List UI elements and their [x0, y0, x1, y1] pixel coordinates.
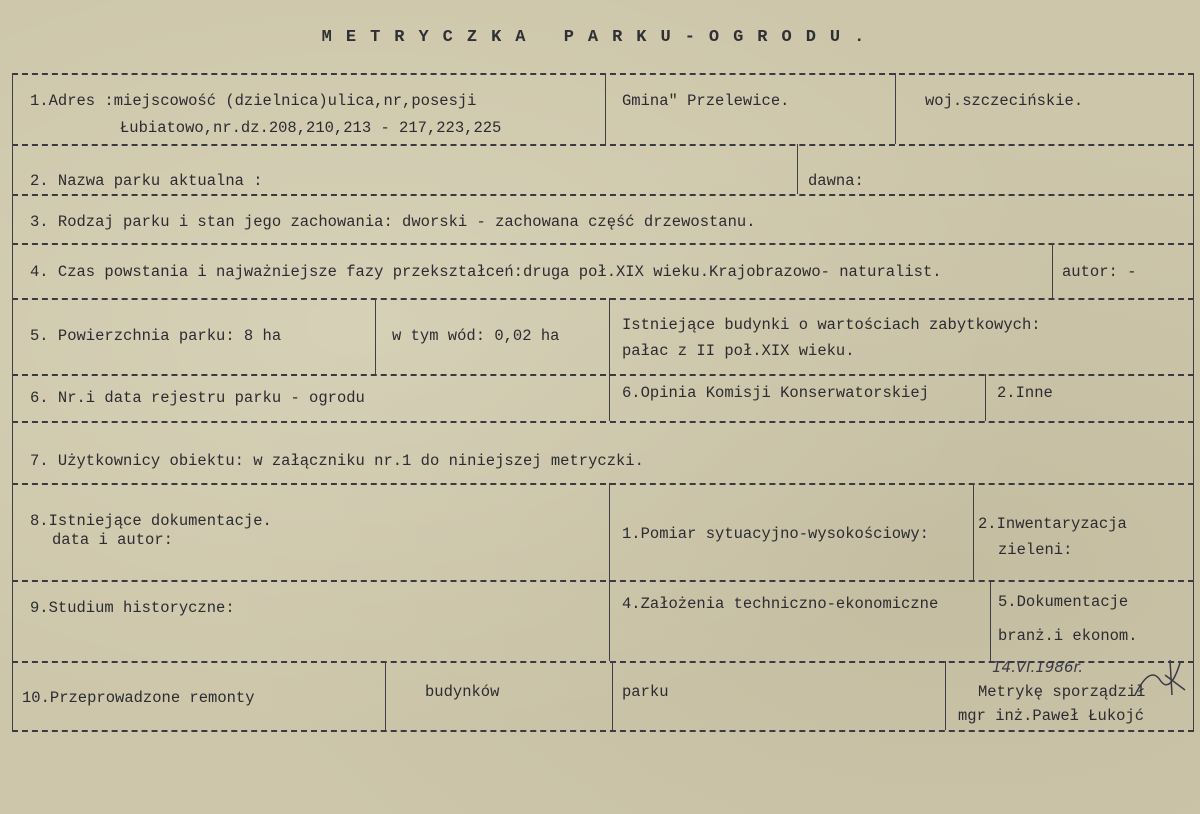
inventory-sub: zieleni:: [998, 541, 1073, 559]
author-field: autor: -: [1062, 263, 1137, 281]
existing-docs-label: 8.Istniejące dokumentacje.: [30, 512, 272, 530]
documentation-sub: branż.i ekonom.: [998, 627, 1138, 645]
cell-divider: [609, 580, 610, 661]
row-separator: [12, 730, 1194, 732]
cell-divider: [1052, 243, 1053, 298]
commission-opinion: 6.Opinia Komisji Konserwatorskiej: [622, 384, 929, 402]
other-field: 2.Inne: [997, 384, 1053, 402]
cell-divider: [990, 580, 991, 661]
cell-divider: [609, 483, 610, 580]
row-separator: [12, 298, 1194, 300]
row-separator: [12, 580, 1194, 582]
signature-mark: [1130, 655, 1190, 705]
historical-study: 9.Studium historyczne:: [30, 599, 235, 617]
row-separator: [12, 374, 1194, 376]
cell-divider: [895, 73, 896, 144]
historic-buildings-value: pałac z II poł.XIX wieku.: [622, 342, 855, 360]
cell-divider: [609, 374, 610, 421]
park-name-current: 2. Nazwa parku aktualna :: [30, 172, 263, 190]
cell-divider: [973, 483, 974, 580]
address-value: Łubiatowo,nr.dz.208,210,213 - 217,223,225: [120, 119, 502, 137]
cell-divider: [375, 298, 376, 374]
document-title: METRYCZKA PARKU-OGRODU.: [321, 28, 879, 47]
repairs-label: 10.Przeprowadzone remonty: [22, 689, 255, 707]
park-name-former: dawna:: [808, 172, 864, 190]
cell-divider: [797, 144, 798, 194]
row-separator: [12, 144, 1194, 146]
repairs-buildings: budynków: [425, 683, 500, 701]
row-separator: [12, 73, 1194, 75]
park-area: 5. Powierzchnia parku: 8 ha: [30, 327, 282, 345]
existing-docs-sub: data i autor:: [52, 531, 173, 549]
prepared-by-label: Metrykę sporządził: [978, 683, 1146, 701]
register-field: 6. Nr.i data rejestru parku - ogrodu: [30, 389, 365, 407]
address-label: 1.Adres :miejscowość (dzielnica)ulica,nr,posesji: [30, 92, 477, 110]
row-separator: [12, 194, 1194, 196]
voivodeship-field: woj.szczecińskie.: [925, 92, 1084, 110]
left-border: [12, 73, 13, 730]
author-name: mgr inż.Paweł Łukojć: [958, 707, 1145, 725]
cell-divider: [985, 374, 986, 421]
cell-divider: [385, 661, 386, 730]
historic-buildings-label: Istniejące budynki o wartościach zabytkowych:: [622, 316, 1041, 334]
survey-field: 1.Pomiar sytuacyjno-wysokościowy:: [622, 525, 929, 543]
repairs-park: parku: [622, 683, 669, 701]
park-type: 3. Rodzaj parku i stan jego zachowania: dworski - zachowana część drzewostanu.: [30, 213, 756, 231]
row-separator: [12, 243, 1194, 245]
creation-time: 4. Czas powstania i najważniejsze fazy przekształceń:druga poł.XIX wieku.Krajobrazowo- naturalist.: [30, 263, 942, 281]
inventory-label: 2.Inwentaryzacja: [978, 515, 1127, 533]
cell-divider: [945, 661, 946, 730]
row-separator: [12, 483, 1194, 485]
cell-divider: [605, 73, 606, 144]
documentation-label: 5.Dokumentacje: [998, 593, 1129, 611]
handwritten-date: 14.VI.1986r.: [992, 658, 1084, 676]
techno-economic-assumptions: 4.Założenia techniczno-ekonomiczne: [622, 595, 939, 613]
users-field: 7. Użytkownicy obiektu: w załączniku nr.1 do niniejszej metryczki.: [30, 452, 644, 470]
row-separator: [12, 421, 1194, 423]
cell-divider: [609, 298, 610, 374]
cell-divider: [612, 661, 613, 730]
gmina-field: Gmina" Przelewice.: [622, 92, 790, 110]
water-area: w tym wód: 0,02 ha: [392, 327, 560, 345]
right-border: [1193, 73, 1194, 730]
